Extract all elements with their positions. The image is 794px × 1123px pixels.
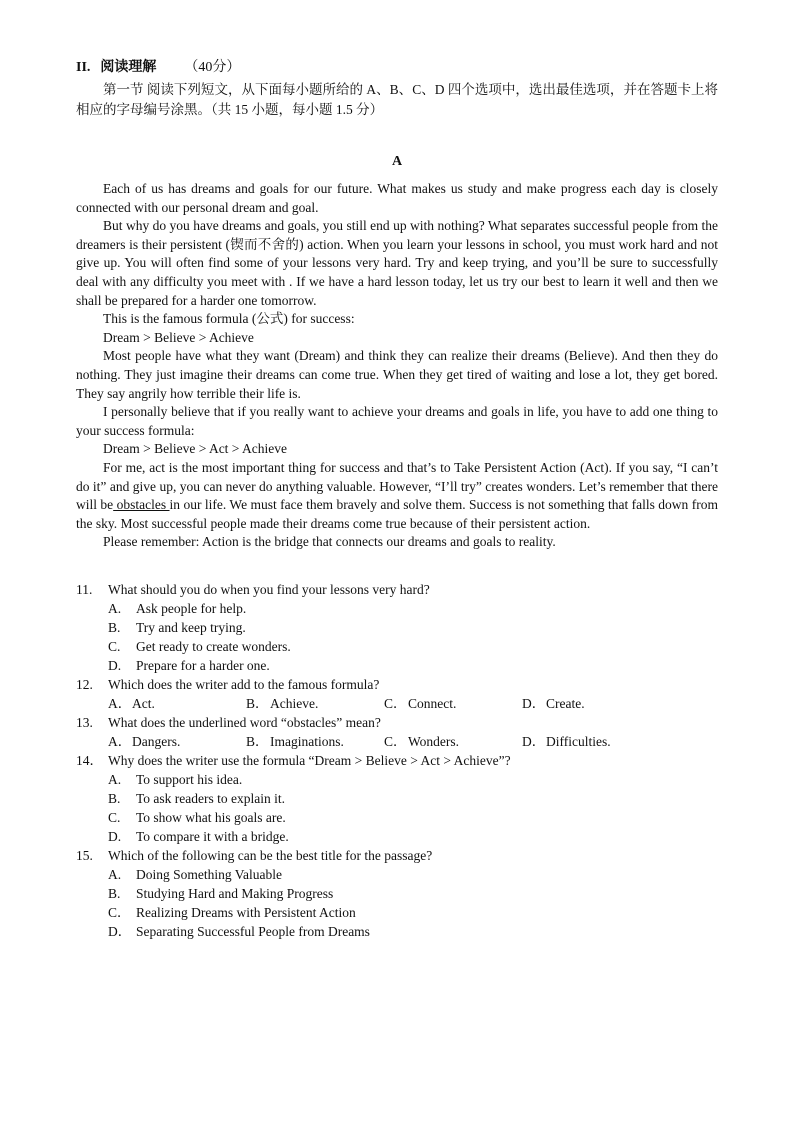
option-d[interactable]	[108, 827, 718, 846]
option-letter: A.	[108, 771, 122, 787]
option-letter: A.	[108, 866, 122, 882]
question-number: 12.	[76, 676, 93, 692]
option-a[interactable]	[108, 770, 718, 789]
question-12	[76, 675, 718, 694]
option-text: To compare it with a bridge.	[136, 828, 289, 844]
option-letter: B.	[108, 619, 121, 635]
question-13-options	[76, 732, 718, 751]
option-text: Wonders.	[408, 733, 460, 749]
option-c[interactable]	[384, 732, 522, 751]
option-text: Ask people for help.	[136, 600, 247, 616]
question-12-options	[76, 694, 718, 713]
option-text: To ask readers to explain it.	[136, 790, 286, 806]
section-instructions: 第一节 阅读下列短文，从下面每小题所给的 A、B、C、D 四个选项中，选出最佳选项，并在答题卡上将相应的字母编号涂黑。（共 15 小题，每小题 1.5 分）	[76, 82, 718, 117]
option-d[interactable]	[108, 656, 718, 675]
option-letter: D.	[108, 828, 122, 844]
question-number: 11.	[76, 581, 93, 597]
option-letter: A.	[108, 600, 122, 616]
option-letter: B．	[246, 733, 269, 749]
option-d[interactable]	[522, 732, 660, 751]
question-15-options	[76, 865, 718, 941]
section-title: 阅读理解	[100, 60, 157, 75]
option-letter: B.	[108, 885, 121, 901]
option-text: Connect.	[408, 695, 457, 711]
option-letter: D．	[522, 733, 546, 749]
question-number: 14．	[76, 752, 103, 768]
option-letter: D．	[108, 923, 132, 939]
paragraph-6-end: in our life. We must face them bravely and solve them. Success is not something that falls down from the sky. Most successful people made their dreams come true because of their persistent action.	[76, 497, 718, 531]
section-number: II.	[76, 60, 91, 75]
option-text: Act.	[132, 695, 155, 711]
option-text: Achieve.	[270, 695, 319, 711]
option-text: Difficulties.	[546, 733, 611, 749]
passage-paragraph-5: I personally believe that if you really want to achieve your dreams and goals in life, you have to add one thing to your success formula:	[76, 404, 718, 438]
question-number: 15.	[76, 847, 93, 863]
question-text: Which of the following can be the best title for the passage?	[108, 847, 433, 863]
question-number: 13.	[76, 714, 93, 730]
passage-paragraph-2: But why do you have dreams and goals, you still end up with nothing? What separates successful people from the dreamers is their persistent (锲而不舍的) action. When you learn your lessons in school, you must work hard and not give up. You will often find some of your lessons very hard. Try and keep trying, and you’ll be sure to successfully deal with any difficulty you meet with . If we have a hard lesson today, let us try our best to learn it well and then we shall be prepared for a harder one tomorrow.	[76, 218, 718, 308]
option-b[interactable]	[246, 732, 384, 751]
paragraph-6-start: For me, act is the most important thing for success and that’s to Take Persistent Action (Act). If you say, “I can’t do it” and give up, you can never do anything valuable. However, “I’ll try” creates wonders. Let’s remember that there will be	[76, 459, 718, 513]
question-text: Why does the writer use the formula “Dream > Believe > Act > Achieve”?	[108, 752, 511, 768]
option-letter: A．	[108, 733, 132, 749]
option-c[interactable]	[108, 903, 718, 922]
question-15	[76, 846, 718, 865]
passage-body	[76, 180, 718, 552]
option-a[interactable]	[108, 694, 246, 713]
passage-paragraph-1: Each of us has dreams and goals for our future. What makes us study and make progress each day is closely connected with our personal dream and goal.	[76, 181, 718, 215]
question-text: What should you do when you find your lessons very hard?	[108, 581, 430, 597]
passage-paragraph-3: This is the famous formula (公式) for success:	[103, 311, 355, 327]
option-letter: C．	[108, 904, 131, 920]
option-letter: B.	[108, 790, 121, 806]
option-text: Dangers.	[132, 733, 181, 749]
question-13	[76, 713, 718, 732]
formula-extended: Dream > Believe > Act > Achieve	[103, 441, 288, 457]
option-c[interactable]	[384, 694, 522, 713]
option-letter: C．	[384, 733, 407, 749]
option-b[interactable]	[108, 618, 718, 637]
question-11-options	[76, 599, 718, 675]
option-letter: B．	[246, 695, 269, 711]
option-text: Create.	[546, 695, 585, 711]
passage-paragraph-4: Most people have what they want (Dream) and think they can realize their dreams (Believe). And then they do nothing. They just imagine their dreams can come true. When they get tired of waiting and lose a lot, they get bored. They say angrily how terrible their life is.	[76, 348, 718, 401]
option-letter: C.	[108, 638, 121, 654]
option-letter: A．	[108, 695, 132, 711]
formula-basic: Dream > Believe > Achieve	[103, 329, 254, 345]
option-a[interactable]	[108, 732, 246, 751]
exam-page	[76, 58, 718, 941]
option-letter: D.	[108, 657, 122, 673]
option-letter: C.	[108, 809, 121, 825]
option-text: Imaginations.	[270, 733, 344, 749]
option-letter: C．	[384, 695, 407, 711]
underlined-word-obstacles: obstacles	[113, 497, 170, 513]
option-letter: D．	[522, 695, 546, 711]
section-points: （40分）	[184, 60, 241, 75]
option-c[interactable]	[108, 808, 718, 827]
passage-label: A	[391, 154, 403, 169]
option-b[interactable]	[246, 694, 384, 713]
option-a[interactable]	[108, 865, 718, 884]
option-d[interactable]	[522, 694, 660, 713]
option-text: Separating Successful People from Dreams	[136, 923, 370, 939]
option-text: Get ready to create wonders.	[136, 638, 291, 654]
option-a[interactable]	[108, 599, 718, 618]
option-b[interactable]	[108, 884, 718, 903]
question-list	[76, 580, 718, 941]
option-b[interactable]	[108, 789, 718, 808]
section-heading	[76, 58, 718, 78]
option-text: To support his idea.	[136, 771, 243, 787]
option-text: To show what his goals are.	[136, 809, 286, 825]
option-text: Doing Something Valuable	[136, 866, 282, 882]
question-14-options	[76, 770, 718, 846]
question-11	[76, 580, 718, 599]
option-text: Try and keep trying.	[136, 619, 246, 635]
option-text: Studying Hard and Making Progress	[136, 885, 334, 901]
option-d[interactable]	[108, 922, 718, 941]
passage-paragraph-7: Please remember: Action is the bridge that connects our dreams and goals to reality.	[103, 534, 556, 550]
passage-paragraph-6	[76, 459, 718, 533]
question-14	[76, 751, 718, 770]
option-text: Prepare for a harder one.	[136, 657, 270, 673]
option-c[interactable]	[108, 637, 718, 656]
question-text: Which does the writer add to the famous formula?	[108, 676, 380, 692]
option-text: Realizing Dreams with Persistent Action	[136, 904, 356, 920]
question-text: What does the underlined word “obstacles” mean?	[108, 714, 381, 730]
